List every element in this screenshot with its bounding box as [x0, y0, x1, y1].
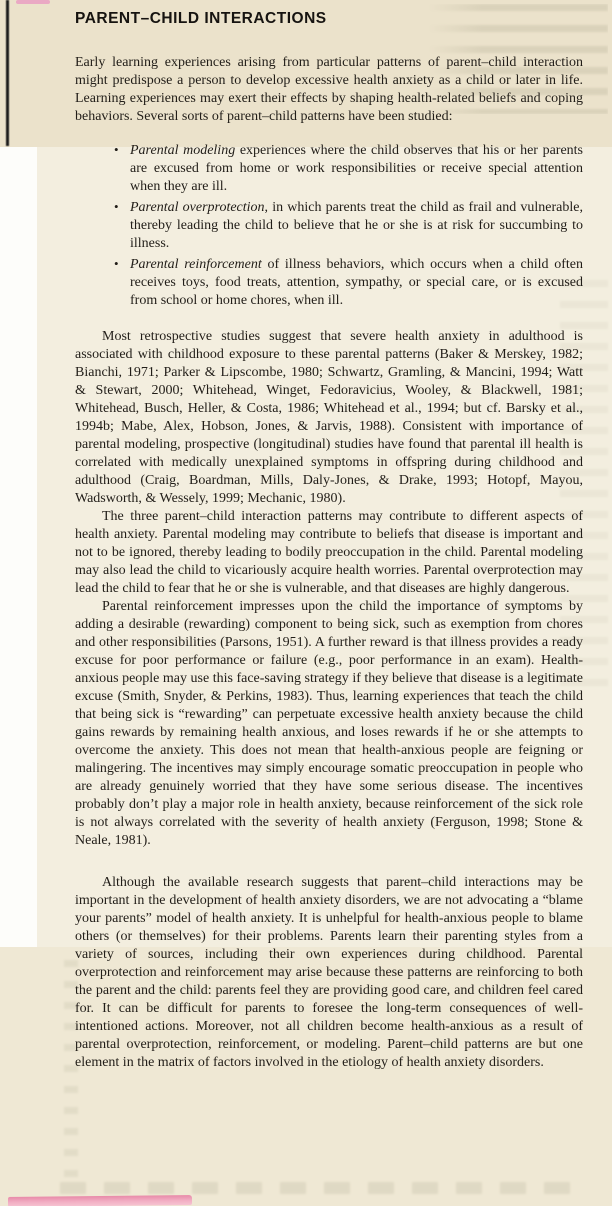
pink-highlight-mark-bottom [8, 1195, 192, 1206]
section-heading: PARENT–CHILD INTERACTIONS [75, 10, 327, 27]
page-edge-line [6, 0, 9, 146]
list-item-text: of illness behaviors, which occurs when a child often receives toys, food treats, attention, sympathy, or special care, or is excused from school or home chores, when ill. [130, 257, 584, 308]
paragraph-three-patterns: The three parent–child interaction patterns may contribute to different aspects of health anxiety. Parental modeling may contribute to beliefs that disease is important and not to be ignored, thereby leading to bodily preoccupation in the child. Parental modeling may also lead the child to vicariously acquire health worries. Parental overprotection may lead the child to fear that he or she is vulnerable, and that diseases are highly dangerous. [75, 509, 583, 596]
paragraph-retrospective-studies: Most retrospective studies suggest that severe health anxiety in adulthood is associated with childhood exposure to these parental patterns (Baker & Merskey, 1982; Bianchi, 1971; Parker & Lipscombe, 1980; Schwartz, Gramling, & Mancini, 1994; Watt & Stewart, 2000; Whitehead, Winget, Fedoravicius, Wooley, & Blackwell, 1981; Whitehead, Busch, Heller, & Costa, 1986; Whitehead et al., 1994; but cf. Barsky et al., 1994b; Mabe, Alex, Hobson, Jones, & Jarvis, 1988). Consistent with importance of parental modeling, prospective (longitudinal) studies have found that parental ill health is correlated with medically unexplained symptoms in offspring during childhood and adulthood (Craig, Boardman, Mills, Daly-Jones, & Drake, 1993; Hotopf, Mayou, Wadsworth, & Wessely, 1999; Mechanic, 1980). [75, 329, 583, 506]
list-item-text: experiences where the child observes that his or her parents are excused from home or work responsibilities or receive special attention when they are ill. [130, 143, 584, 194]
parental-patterns-list [75, 142, 583, 310]
left-margin-white [0, 147, 37, 947]
pink-highlight-mark-top [16, 0, 50, 4]
paragraph-blame-your-parents: Although the available research suggests that parent–child interactions may be important in the development of health anxiety disorders, we are not advocating a “blame your parents” model of health anxiety. It is unhelpful for health-anxious people to blame others (or themselves) for their problems. Parents learn their parenting styles from a variety of sources, including their own experiences during childhood. Parental overprotection and reinforcement may arise because these patterns are reinforcing to both the parent and the child: parents feel they are providing good care, and children feel cared for. It can be difficult for parents to foresee the long-term consequences of well-intentioned actions. Moreover, not all children become health-anxious as a result of parental overprotection, reinforcement, or modeling. Parent–child patterns are but one element in the matrix of factors involved in the etiology of health anxiety disorders. [75, 875, 583, 1070]
list-item-lead: Parental reinforcement [130, 257, 262, 272]
bullet-icon: • [114, 256, 119, 271]
bullet-icon: • [114, 142, 119, 157]
list-item-text: , in which parents treat the child as frail and vulnerable, thereby leading the child to believe that he or she is at risk for succumbing to illness. [130, 200, 583, 251]
page-content [75, 10, 583, 1072]
list-item-parental-modeling [114, 142, 584, 196]
list-item-parental-reinforcement [114, 256, 584, 310]
intro-paragraph: Early learning experiences arising from particular patterns of parent–child interaction might predispose a person to develop excessive health anxiety as a child or later in life. Learning experiences may exert their effects by shaping health-related beliefs and coping behaviors. Several sorts of parent–child patterns have been studied: [75, 55, 583, 124]
bullet-icon: • [114, 199, 119, 214]
paragraph-parental-reinforcement: Parental reinforcement impresses upon the child the importance of symptoms by adding a desirable (rewarding) component to being sick, such as exemption from chores and other responsibilities (Parsons, 1951). A further reward is that illness provides a ready excuse for poor performance or failure (e.g., poor performance in an exam). Health-anxious people may use this face-saving strategy if they believe that disease is a legitimate excuse (Smith, Snyder, & Perkins, 1983). Thus, learning experiences that teach the child that being sick is “rewarding” can perpetuate excessive health anxiety because the child gains rewards by remaining health anxious, and loses rewards if he or she attempts to overcome the anxiety. This does not mean that health-anxious people are feigning or malingering. The incentives may simply encourage somatic preoccupation in people who are already genuinely worried that they have some serious disease. The incentives probably don’t play a major role in health anxiety, because reinforcement of the sick role is not always correlated with the severity of health anxiety (Ferguson, 1998; Stone & Neale, 1981). [75, 599, 583, 848]
list-item-parental-overprotection [114, 199, 583, 253]
list-item-lead: Parental overprotection [130, 200, 265, 215]
list-item-lead: Parental modeling [130, 143, 236, 158]
